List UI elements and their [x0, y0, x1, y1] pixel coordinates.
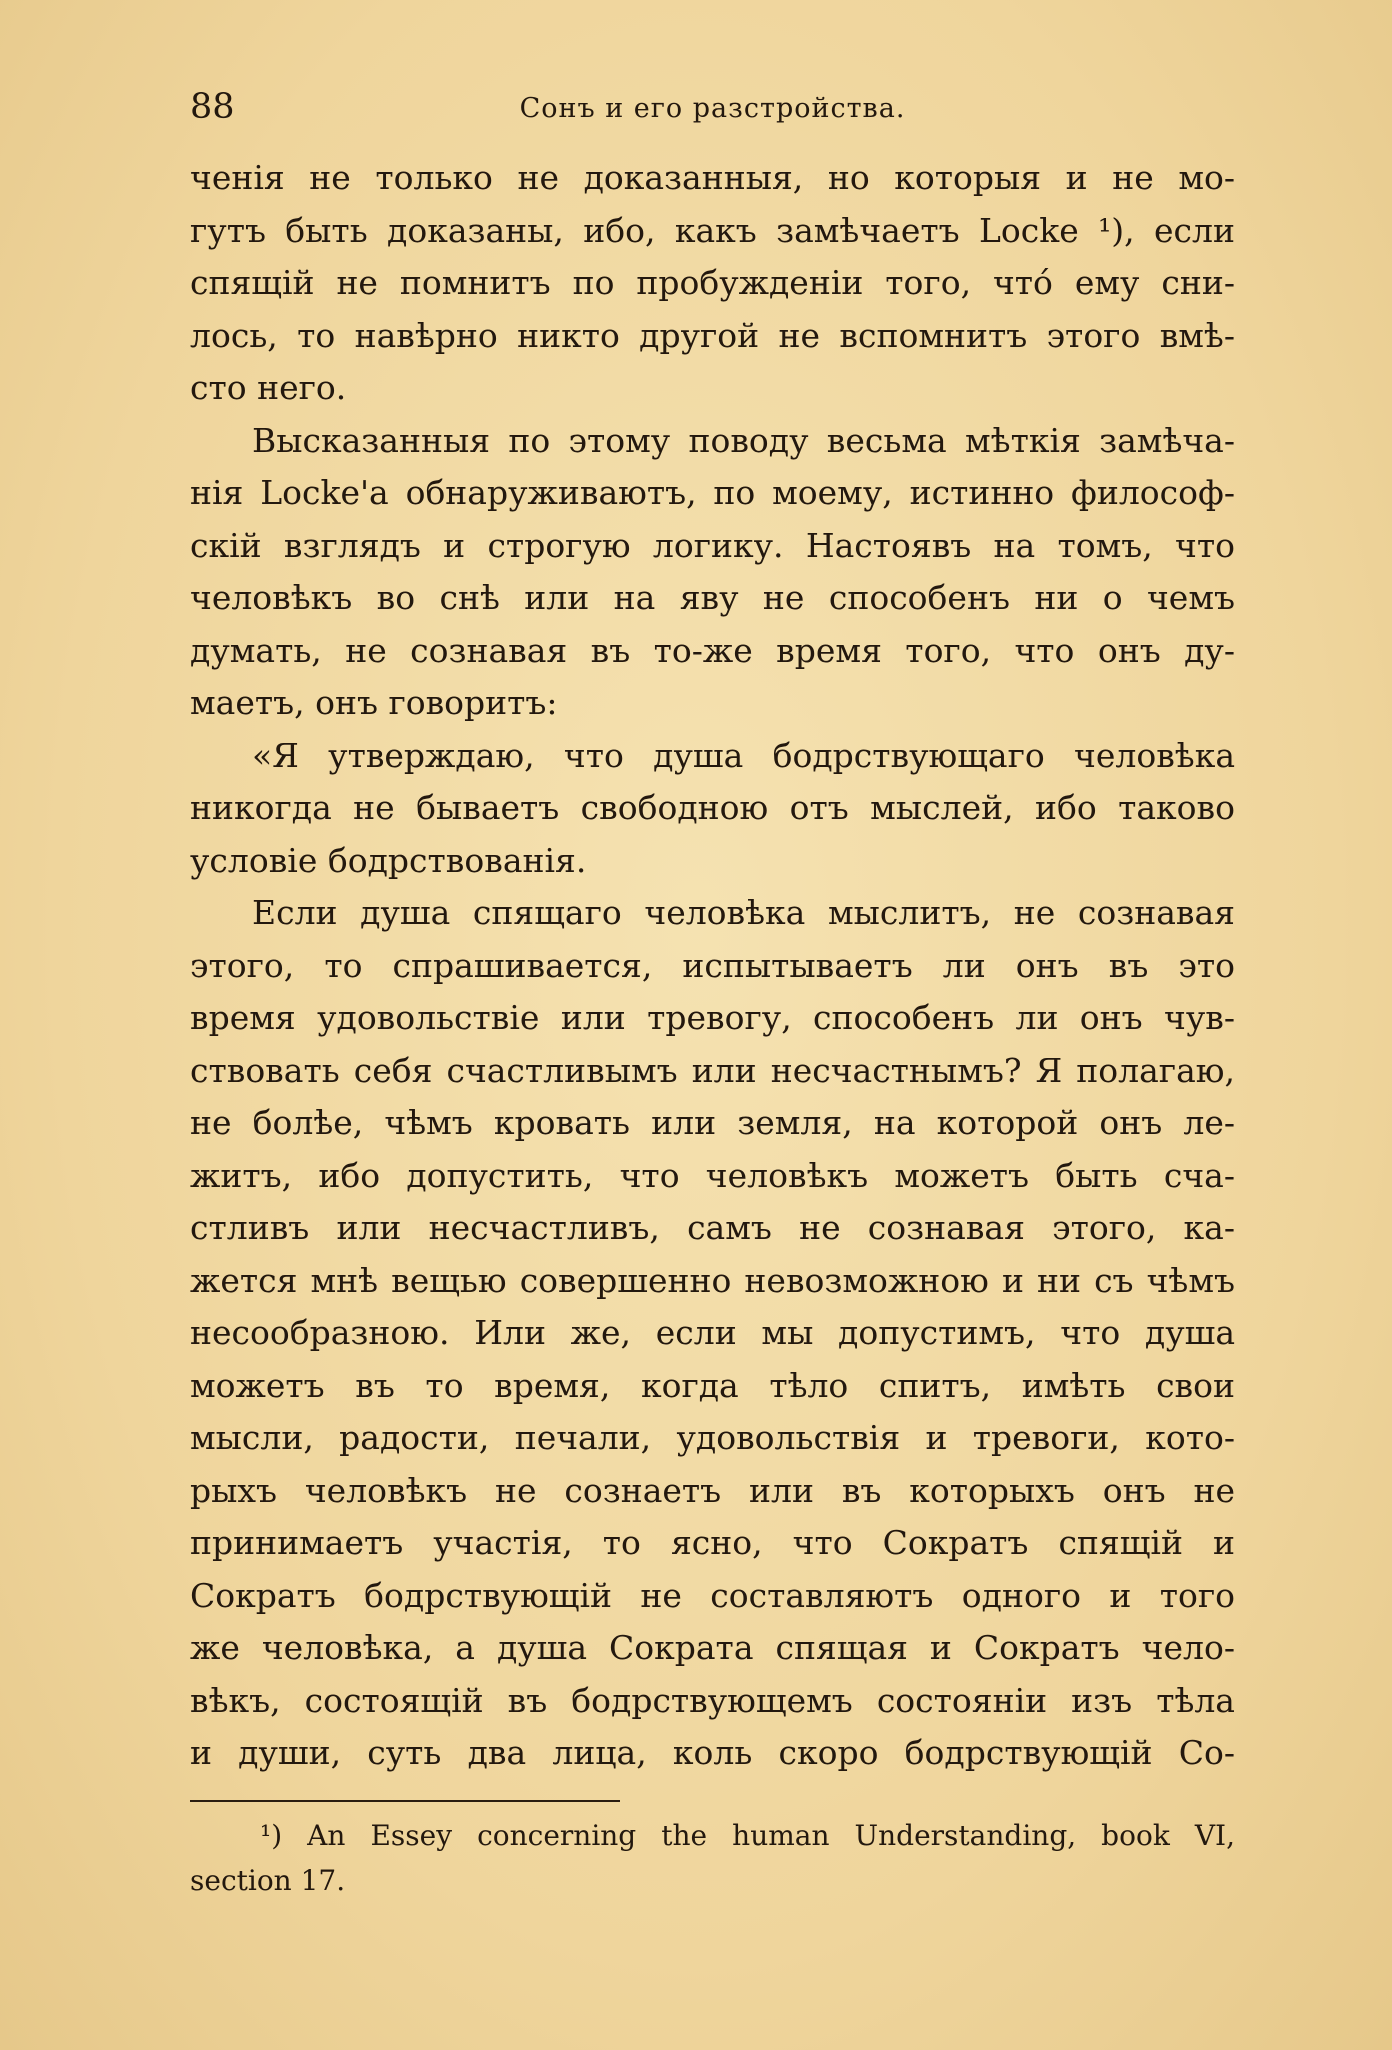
text-line: думать, не сознавая въ то-же время того, что онъ ду-: [190, 630, 1235, 670]
text-line: и души, суть два лица, коль скоро бодрствующій Со-: [190, 1733, 1235, 1772]
text-line: условіе бодрствованія.: [190, 840, 587, 880]
text-line: стливъ или несчастливъ, самъ не сознавая этого, ка-: [190, 1208, 1235, 1247]
text-line: принимаетъ участія, то ясно, что Сократъ спящій и: [190, 1523, 1235, 1562]
footnote: [190, 1813, 1235, 1903]
text-line: никогда не бываетъ свободною отъ мыслей, ибо таково: [190, 788, 1235, 827]
text-line: можетъ въ то время, когда тѣло спитъ, имѣть свои: [190, 1365, 1235, 1405]
page-number: 88: [190, 87, 235, 127]
text-line: время удовольствіе или тревогу, способенъ ли онъ чув-: [190, 998, 1235, 1037]
footnote-separator: [190, 1800, 620, 1802]
text-line: несообразною. Или же, если мы допустимъ, что душа: [190, 1313, 1235, 1352]
text-line: жется мнѣ вещью совершенно невозможною и ни съ чѣмъ: [190, 1260, 1235, 1300]
text-line: лось, то навѣрно никто другой не вспомнитъ этого вмѣ-: [190, 315, 1235, 355]
text-line: Высказанныя по этому поводу весьма мѣткія замѣча-: [252, 420, 1235, 460]
text-line: рыхъ человѣкъ не сознаетъ или въ которыхъ онъ не: [190, 1470, 1235, 1510]
footnote-line: section 17.: [190, 1864, 346, 1897]
text-line: мысли, радости, печали, удовольствія и тревоги, кото-: [190, 1418, 1235, 1457]
running-title: Сонъ и его разстройства.: [519, 93, 906, 124]
main-text: [190, 152, 1235, 1780]
text-line: сто него.: [190, 368, 347, 407]
text-line: гутъ быть доказаны, ибо, какъ замѣчаетъ Locke ¹), если: [190, 210, 1235, 250]
text-line: не болѣе, чѣмъ кровать или земля, на которой онъ ле-: [190, 1103, 1235, 1142]
text-line: маетъ, онъ говоритъ:: [190, 683, 558, 722]
text-line: Если душа спящаго человѣка мыслитъ, не сознавая: [252, 893, 1235, 932]
text-line: ченія не только не доказанныя, но которыя и не мо-: [190, 158, 1235, 197]
text-line: спящій не помнитъ по пробужденіи того, что́ ему сни-: [190, 263, 1235, 302]
text-line: нія Locke'а обнаруживаютъ, по моему, истинно философ-: [190, 473, 1235, 512]
text-line: вѣкъ, состоящій въ бодрствующемъ состояніи изъ тѣла: [190, 1680, 1235, 1720]
page-header: [190, 82, 1235, 132]
text-line: Сократъ бодрствующій не составляютъ одного и того: [190, 1575, 1235, 1615]
text-line: житъ, ибо допустить, что человѣкъ можетъ быть сча-: [190, 1155, 1235, 1195]
text-line: «Я утверждаю, что душа бодрствующаго человѣка: [252, 735, 1235, 775]
footnote-line: ¹) An Essey concerning the human Understanding, book VI,: [260, 1819, 1235, 1852]
text-line: человѣкъ во снѣ или на яву не способенъ ни о чемъ: [190, 578, 1235, 617]
text-line: ствовать себя счастливымъ или несчастнымъ? Я полагаю,: [190, 1050, 1235, 1090]
text-line: этого, то спрашивается, испытываетъ ли онъ въ это: [190, 945, 1235, 985]
text-line: же человѣка, а душа Сократа спящая и Сократъ чело-: [190, 1628, 1235, 1667]
text-line: скій взглядъ и строгую логику. Настоявъ на томъ, что: [190, 525, 1235, 565]
